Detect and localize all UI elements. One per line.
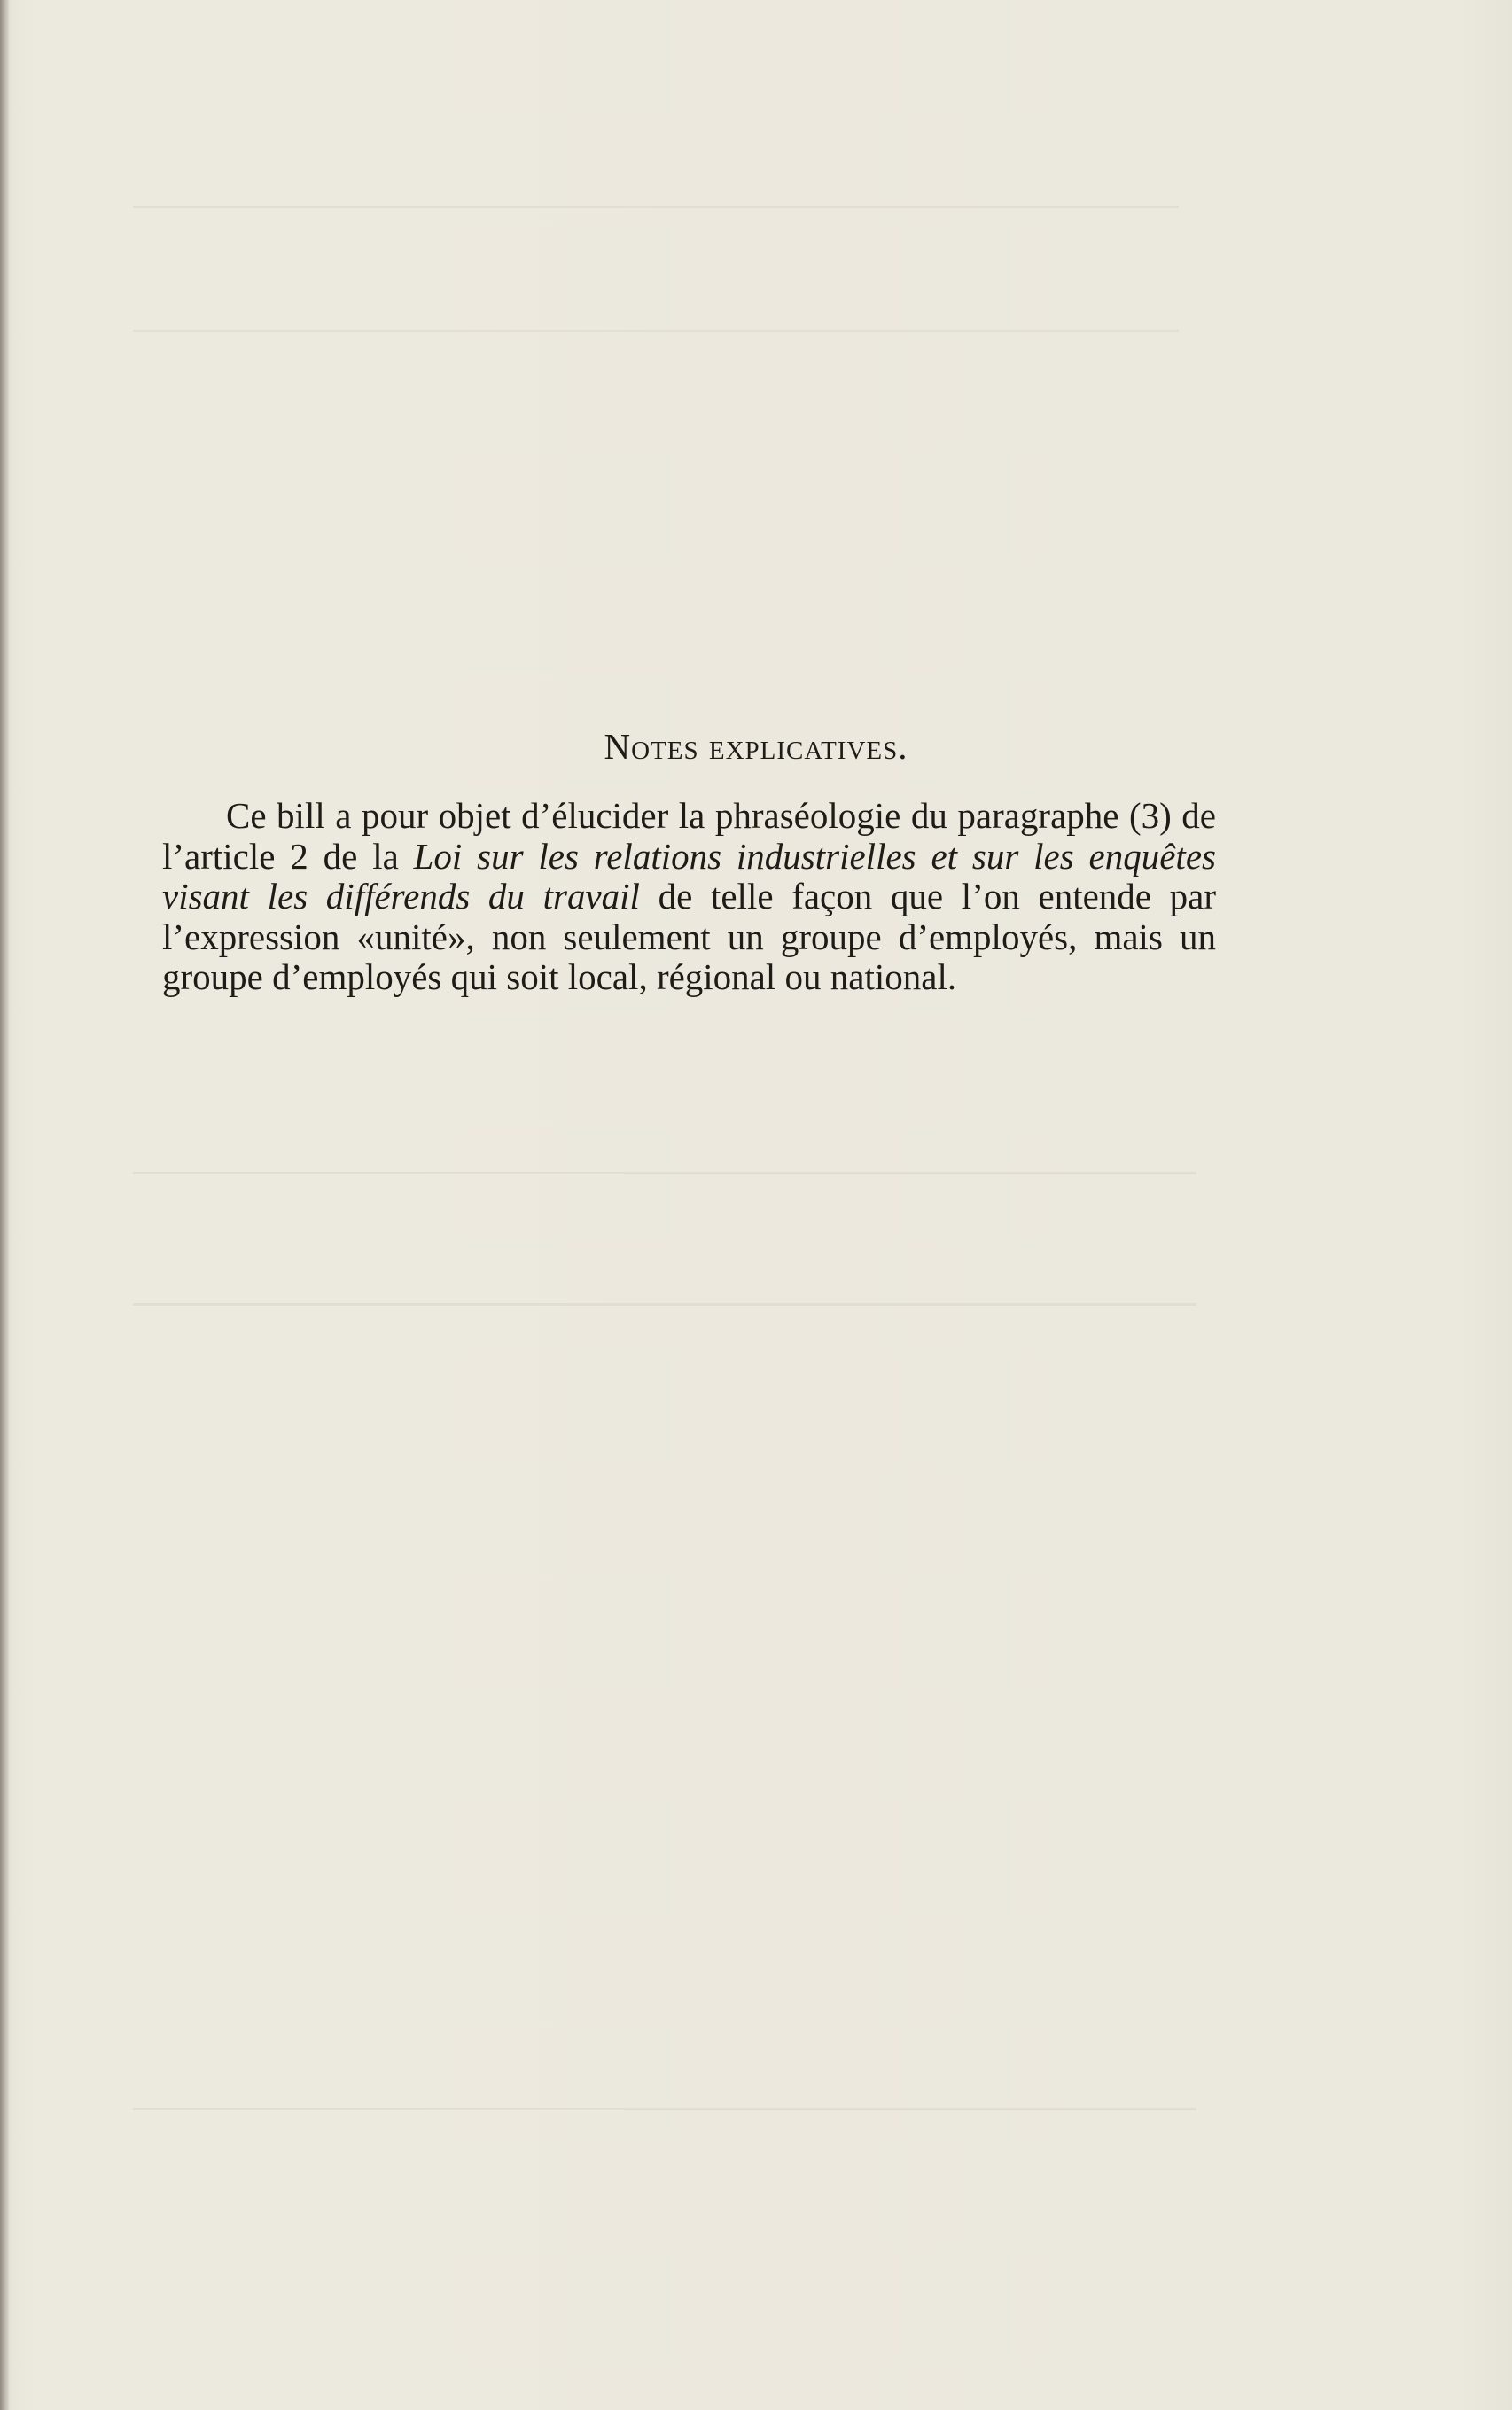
paragraph-text-part2: de telle façon que l’on entende par l’expression «unité», non seulement un groupe d’employés, mais un groupe d’employés qui soit local, régional ou national.	[162, 876, 1216, 997]
paragraph-text-part1: Ce bill a pour objet d’élucider la phraséologie du paragraphe (3) de l’article 2 de la	[162, 795, 1216, 877]
bleed-through-rule	[133, 2108, 1196, 2110]
bleed-through-rule	[133, 206, 1179, 208]
bleed-through-rule	[133, 330, 1179, 332]
bleed-through-rule	[133, 1172, 1196, 1174]
law-title-italic: Loi sur les relations industrielles et sur les enquêtes visant les différends du travail	[162, 835, 1216, 916]
notes-heading: Notes explicatives.	[604, 726, 908, 767]
bleed-through-rule	[133, 1303, 1196, 1306]
explanatory-paragraph	[162, 796, 1216, 998]
page-spine-edge	[0, 0, 9, 2410]
